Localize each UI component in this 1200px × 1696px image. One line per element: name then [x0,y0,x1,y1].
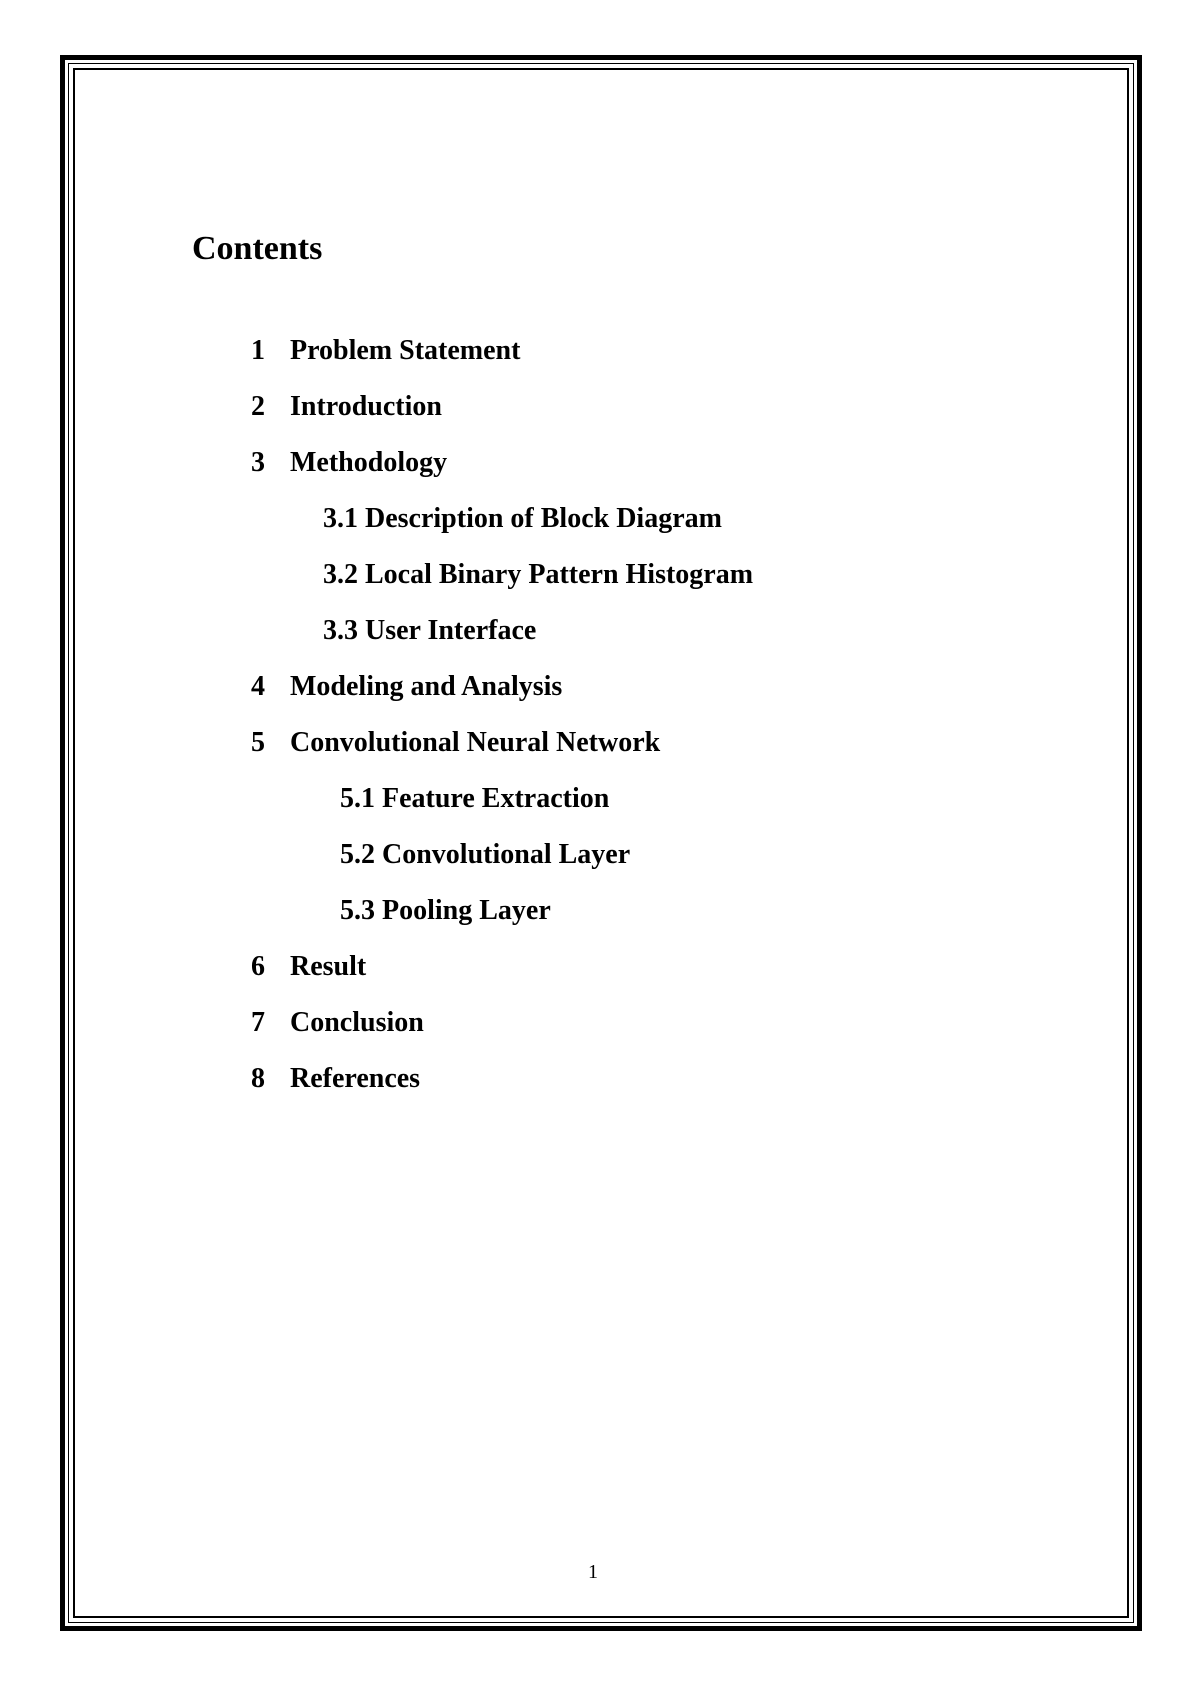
toc-entry-problem-statement: Problem Statement [290,335,521,366]
toc-subentry-user-interface: 3.3 User Interface [323,615,537,646]
toc-subentry-block-diagram: 3.1 Description of Block Diagram [323,503,722,534]
toc-entry-methodology: Methodology [290,447,448,478]
toc-entry-number: 2 [251,391,265,422]
toc-subentry-lbph: 3.2 Local Binary Pattern Histogram [323,559,754,590]
toc-subentry-feature-extraction: 5.1 Feature Extraction [340,783,610,814]
toc-entry-conclusion: Conclusion [290,1007,424,1038]
contents-heading: Contents [192,230,323,267]
toc-entry-number: 5 [251,727,265,758]
toc-subentry-pooling-layer: 5.3 Pooling Layer [340,895,551,926]
toc-entry-modeling-analysis: Modeling and Analysis [290,671,563,702]
toc-entry-number: 1 [251,335,265,366]
toc-entry-references: References [290,1063,421,1094]
toc-entry-introduction: Introduction [290,391,442,422]
toc-entry-number: 6 [251,951,265,982]
toc-entry-cnn: Convolutional Neural Network [290,727,661,758]
toc-entry-number: 8 [251,1063,265,1094]
toc-subentry-convolutional-layer: 5.2 Convolutional Layer [340,839,631,870]
toc-entry-number: 4 [251,671,265,702]
toc-entry-number: 3 [251,447,265,478]
toc-entry-result: Result [290,951,367,982]
toc-entry-number: 7 [251,1007,265,1038]
page-number: 1 [588,1561,598,1583]
